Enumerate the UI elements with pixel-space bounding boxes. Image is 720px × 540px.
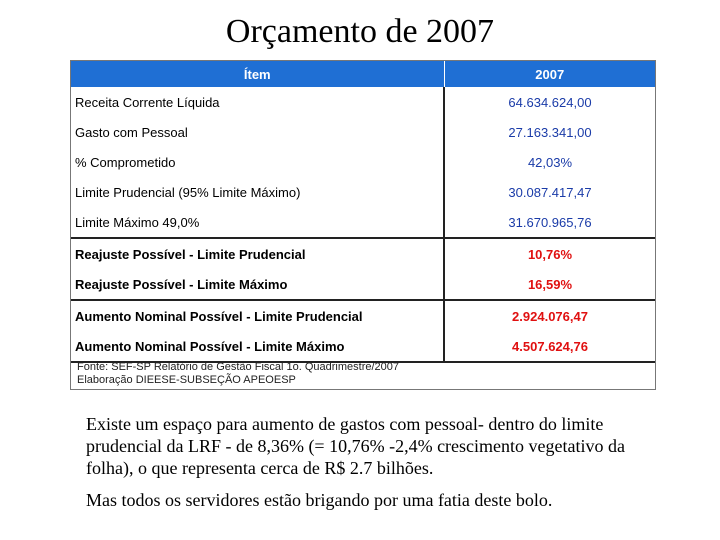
row-value: 27.163.341,00 — [508, 124, 592, 140]
row-value: 2.924.076,47 — [444, 300, 655, 331]
header-year: 2007 — [444, 61, 655, 87]
row-label: Gasto com Pessoal — [71, 117, 444, 147]
row-label: % Comprometido — [71, 147, 444, 177]
paragraph: Mas todos os servidores estão brigando por uma fatia deste bolo. — [86, 490, 553, 510]
row-label: Reajuste Possível - Limite Máximo — [71, 269, 444, 300]
page-title: Orçamento de 2007 — [225, 13, 495, 50]
table-row — [71, 87, 655, 117]
row-label: Limite Prudencial (95% Limite Máximo) — [71, 177, 444, 207]
row-value: 42,03% — [527, 154, 573, 170]
row-label: Reajuste Possível - Limite Prudencial — [71, 238, 444, 269]
table-row — [71, 331, 655, 362]
row-label: Aumento Nominal Possível - Limite Prudencial — [71, 300, 444, 331]
table-row — [71, 238, 655, 269]
budget-table — [71, 61, 655, 363]
row-value: 64.634.624,00 — [508, 94, 592, 110]
table-row — [71, 117, 655, 147]
table-row — [71, 177, 655, 207]
row-value: 10,76% — [444, 238, 655, 269]
paragraph: Existe um espaço para aumento de gastos com pessoal- dentro do limite prudencial da LRF - de 8,36% (= 10,76% -2,4% crescimento vegetativo da folha), o que representa cerca de R$ 2.7 bilhões. — [86, 414, 625, 478]
table-source-note — [77, 361, 399, 387]
table-row — [71, 300, 655, 331]
row-label: Aumento Nominal Possível - Limite Máximo — [71, 331, 444, 362]
row-value: 4.507.624,76 — [444, 331, 655, 362]
body-text — [86, 413, 676, 521]
row-label: Limite Máximo 49,0% — [71, 207, 444, 238]
table-header-row — [71, 61, 655, 87]
table-row — [71, 147, 655, 177]
row-value: 16,59% — [527, 276, 573, 292]
source-line: Fonte: SEF-SP Relatório de Gestão Fiscal 1o. Quadrimestre/2007 — [77, 361, 400, 373]
row-label: Receita Corrente Líquida — [71, 87, 444, 117]
budget-table-image — [70, 60, 656, 390]
source-line: Elaboração DIEESE-SUBSEÇÃO APEOESP — [77, 374, 296, 386]
table-row — [71, 207, 655, 238]
row-value: 31.670.965,76 — [508, 214, 592, 230]
row-value: 30.087.417,47 — [508, 184, 592, 200]
table-row — [71, 269, 655, 300]
header-item: Ítem — [71, 61, 444, 87]
